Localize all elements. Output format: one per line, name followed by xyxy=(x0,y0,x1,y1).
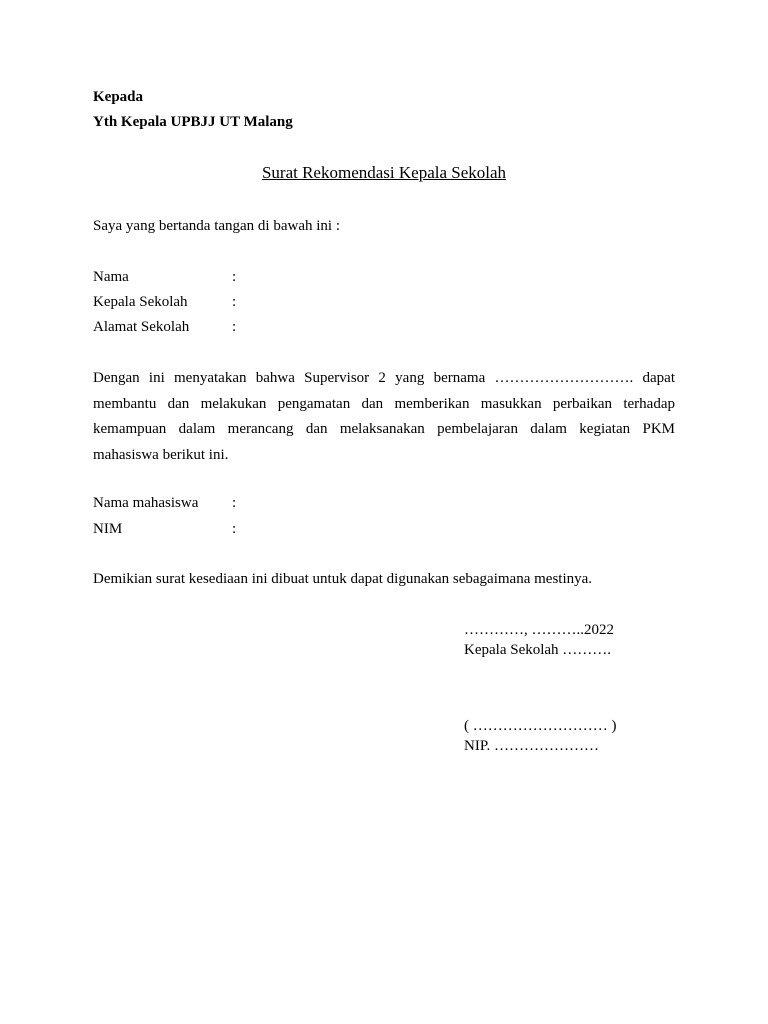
signature-place-date: …………, ………..2022 xyxy=(464,622,614,638)
field-colon-nim: : xyxy=(232,521,237,537)
field-colon-kepala-sekolah: : xyxy=(232,294,237,310)
letter-title: Surat Rekomendasi Kepala Sekolah xyxy=(261,163,507,182)
recipient-line-2: Yth Kepala UPBJJ UT Malang xyxy=(93,114,293,130)
statement-paragraph: Dengan ini menyatakan bahwa Supervisor 2 yang bernama ………………………. dapat membantu dan melakukan pengamatan dan memberikan masukkan perbaikan terhadap kemampuan dalam merancang dan melaksanakan pembelajaran dalam kegiatan PKM mahasiswa berikut ini. xyxy=(93,370,675,463)
signature-position: Kepala Sekolah ………. xyxy=(464,642,612,658)
field-colon-nama-mahasiswa: : xyxy=(232,495,237,511)
recipient-line-1: Kepada xyxy=(93,89,144,105)
signature-nip: NIP. ………………… xyxy=(464,738,600,754)
signature-name-line: ( ……………………… ) xyxy=(464,718,617,734)
closing-text: Demikian surat kesediaan ini dibuat untuk dapat digunakan sebagaimana mestinya. xyxy=(93,571,593,587)
intro-text: Saya yang bertanda tangan di bawah ini : xyxy=(93,218,341,234)
field-colon-nama: : xyxy=(232,269,237,285)
field-label-kepala-sekolah: Kepala Sekolah xyxy=(93,294,188,310)
field-label-alamat-sekolah: Alamat Sekolah xyxy=(93,319,190,335)
field-colon-alamat-sekolah: : xyxy=(232,319,237,335)
field-label-nama-mahasiswa: Nama mahasiswa xyxy=(93,495,199,511)
field-label-nim: NIM xyxy=(93,521,123,537)
field-label-nama: Nama xyxy=(93,269,129,285)
